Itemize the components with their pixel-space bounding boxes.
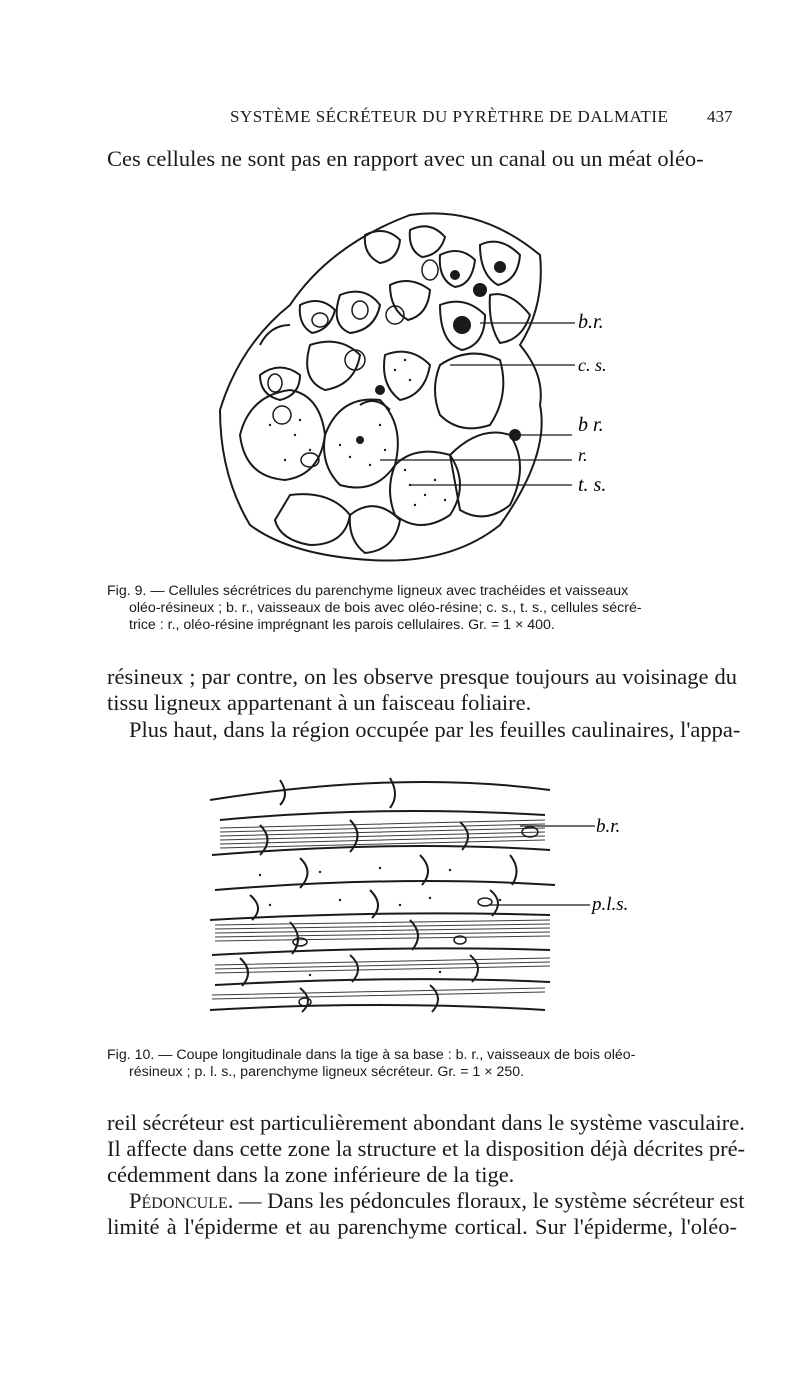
figure-10-caption	[107, 1047, 707, 1081]
figure-9-label: b.r.	[578, 311, 604, 333]
figure-9-caption	[107, 583, 707, 634]
paragraph-line: Il affecte dans cette zone la structure et la disposition déjà décrites pré-	[107, 1136, 746, 1161]
caption-line: Fig. 10. — Coupe longitudinale dans la tige à sa base : b. r., vaisseaux de bois oléo-	[107, 1047, 636, 1063]
paragraph-line: résineux ; par contre, on les observe presque toujours au voisinage du	[107, 664, 737, 689]
figure-9-label: b r.	[578, 414, 604, 436]
caption-line: trice : r., oléo-résine imprégnant les parois cellulaires. Gr. = 1 × 400.	[129, 617, 555, 633]
paragraph-line: cédemment dans la zone inférieure de la tige.	[107, 1162, 515, 1187]
paragraph-line: tissu ligneux appartenant à un faisceau foliaire.	[107, 690, 532, 715]
figure-10-label: p.l.s.	[592, 894, 629, 915]
page-number: 437	[707, 107, 733, 126]
paragraph-line: reil sécréteur est particulièrement abondant dans le système vasculaire.	[107, 1110, 745, 1135]
section-heading: Pédoncule.	[129, 1188, 234, 1213]
paragraph-line	[129, 1188, 745, 1213]
caption-line: oléo-résineux ; b. r., vaisseaux de bois avec oléo-résine; c. s., t. s., cellules sécré-	[129, 600, 642, 616]
figure-9-label: t. s.	[578, 474, 607, 496]
paragraph-line: limité à l'épiderme et au parenchyme cortical. Sur l'épiderme, l'oléo-	[107, 1214, 737, 1239]
paragraph-line: Ces cellules ne sont pas en rapport avec un canal ou un méat oléo-	[107, 146, 704, 171]
figure-9-label: r.	[578, 445, 588, 465]
paragraph-text: — Dans les pédoncules floraux, le système sécréteur est	[233, 1188, 745, 1213]
running-header: SYSTÈME SÉCRÉTEUR DU PYRÈTHRE DE DALMATIE	[230, 107, 669, 126]
caption-line: Fig. 9. — Cellules sécrétrices du parenchyme ligneux avec trachéides et vaisseaux	[107, 583, 629, 599]
figure-10-illustration	[200, 760, 660, 1040]
paragraph-line: Plus haut, dans la région occupée par les feuilles caulinaires, l'appa-	[129, 717, 741, 742]
figure-9-label: c. s.	[578, 355, 607, 375]
figure-10-label: b.r.	[596, 816, 621, 837]
figure-9-illustration	[200, 195, 640, 585]
caption-line: résineux ; p. l. s., parenchyme ligneux sécréteur. Gr. = 1 × 250.	[129, 1064, 525, 1080]
